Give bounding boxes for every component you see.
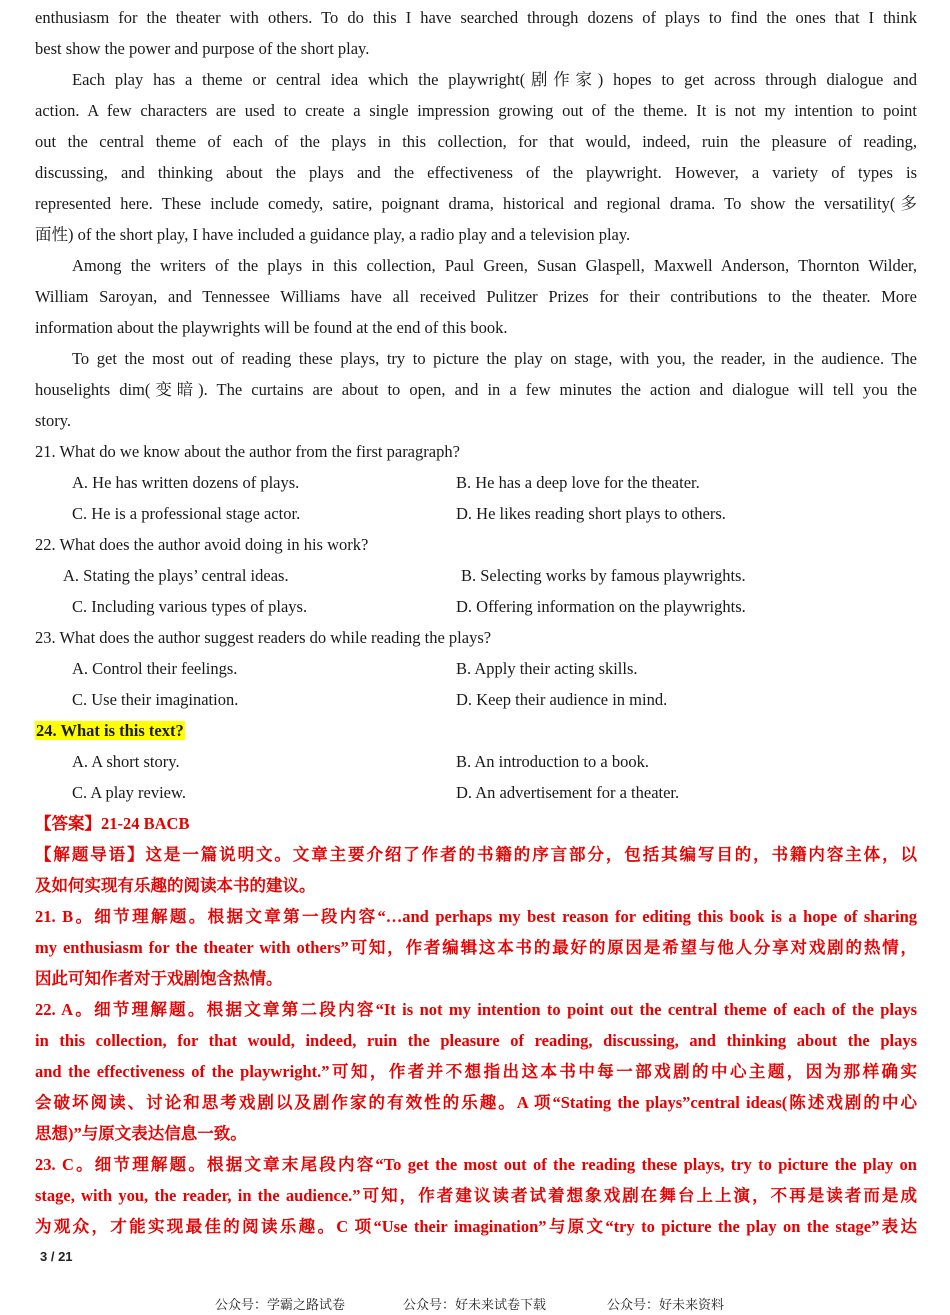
option-d: D. An advertisement for a theater. [456, 783, 680, 802]
passage-line: William Saroyan, and Tennessee Williams have all received Pulitzer Prizes for their contributions to the theater. More [35, 287, 917, 306]
passage-line: represented here. These include comedy, satire, poignant drama, historical and regional drama. To show the versatility(多 [35, 194, 917, 213]
option-c: C. A play review. [72, 783, 186, 802]
option-b: B. Selecting works by famous playwrights. [461, 566, 746, 585]
footer-wechat-3: 公众号：好未来资料 [607, 1298, 725, 1313]
explanation-line: stage, with you, the reader, in the audience.”可知，作者建议读者试着想象戏剧在舞台上上演，不再是读者而是成 [35, 1186, 917, 1205]
option-b: B. An introduction to a book. [456, 752, 649, 771]
option-row [35, 591, 917, 622]
explanation-line: 21. B。细节理解题。根据文章第一段内容“…and perhaps my best reason for editing this book is a hope of sharing [35, 907, 917, 926]
footer-wechat-1: 公众号：学霸之路试卷 [215, 1298, 346, 1313]
answer-key: 【答案】21-24 BACB [35, 814, 190, 833]
explanation-line: 为观众，才能实现最佳的阅读乐趣。C 项“Use their imagination”与原文“try to picture the play on the stage”表达 [35, 1217, 917, 1236]
option-row [35, 746, 917, 777]
passage-line: out the central theme of each of the plays in this collection, for that would, indeed, ruin the pleasure of reading, [35, 132, 917, 151]
option-c: C. Use their imagination. [72, 690, 239, 709]
passage-line: discussing, and thinking about the plays and the effectiveness of the playwright. However, a variety of types is [35, 163, 917, 182]
option-row [35, 653, 917, 684]
explanation-line: in this collection, for that would, indeed, ruin the pleasure of reading, discussing, and thinking about the plays [35, 1031, 917, 1050]
option-a: A. He has written dozens of plays. [72, 473, 300, 492]
explanation-line: 23. C。细节理解题。根据文章末尾段内容“To get the most out of the reading these plays, try to picture the play on [35, 1155, 917, 1174]
question-stem-highlighted [35, 715, 917, 746]
explanation-line: and the effectiveness of the playwright.”可知，作者并不想指出这本书中每一部戏剧的中心主题，因为那样确实 [35, 1062, 917, 1081]
option-a: A. A short story. [72, 752, 180, 771]
passage-line: houselights dim(变暗). The curtains are about to open, and in a few minutes the action and dialogue will tell you the [35, 380, 917, 399]
passage-line: 面性) of the short play, I have included a guidance play, a radio play and a television play. [35, 225, 631, 244]
passage-line: story. [35, 411, 72, 430]
option-d: D. Offering information on the playwrights. [456, 597, 746, 616]
question-stem: 23. What does the author suggest readers do while reading the plays? [35, 628, 492, 647]
passage-line: To get the most out of reading these plays, try to picture the play on stage, with you, the reader, in the audience. The [72, 349, 917, 368]
option-b: B. Apply their acting skills. [456, 659, 638, 678]
explanation-line: 思想)”与原文表达信息一致。 [35, 1124, 247, 1143]
option-d: D. He likes reading short plays to others. [456, 504, 726, 523]
explanation-line: 因此可知作者对于戏剧饱含热情。 [35, 969, 283, 988]
option-row [35, 777, 917, 808]
passage-line: best show the power and purpose of the short play. [35, 39, 370, 58]
option-b: B. He has a deep love for the theater. [456, 473, 700, 492]
passage-line: action. A few characters are used to create a single impression growing out of the theme. It is not my intention to point [35, 101, 917, 120]
footer-wechat-2: 公众号：好未来试卷下载 [403, 1298, 547, 1313]
option-c: C. Including various types of plays. [72, 597, 308, 616]
option-row [35, 467, 917, 498]
page-number: 3 / 21 [40, 1249, 73, 1264]
passage-line: Each play has a theme or central idea which the playwright(剧作家) hopes to get across through dialogue and [72, 70, 917, 89]
passage-line: Among the writers of the plays in this collection, Paul Green, Susan Glaspell, Maxwell Anderson, Thornton Wilder, [72, 256, 917, 275]
passage-line: information about the playwrights will be found at the end of this book. [35, 318, 508, 337]
option-a: A. Control their feelings. [72, 659, 238, 678]
explanation-line: my enthusiasm for the theater with others”可知，作者编辑这本书的最好的原因是希望与他人分享对戏剧的热情， [35, 938, 917, 957]
option-row [35, 560, 917, 591]
option-d: D. Keep their audience in mind. [456, 690, 668, 709]
option-row [35, 684, 917, 715]
option-c: C. He is a professional stage actor. [72, 504, 301, 523]
option-a: A. Stating the plays’ central ideas. [63, 566, 289, 585]
question-stem: 21. What do we know about the author from the first paragraph? [35, 442, 460, 461]
question-stem: 22. What does the author avoid doing in his work? [35, 535, 369, 554]
explanation-line: 22. A。细节理解题。根据文章第二段内容“It is not my intention to point out the central theme of each of the plays [35, 1000, 917, 1019]
passage-line: enthusiasm for the theater with others. To do this I have searched through dozens of plays to find the ones that I think [35, 8, 917, 27]
explanation-line: 会破坏阅读、讨论和思考戏剧以及剧作家的有效性的乐趣。A 项“Stating the plays”central ideas(陈述戏剧的中心 [35, 1093, 917, 1112]
document-content [35, 2, 917, 1242]
explanation-line: 【解题导语】这是一篇说明文。文章主要介绍了作者的书籍的序言部分，包括其编写目的，书籍内容主体，以 [35, 845, 917, 864]
explanation-line: 及如何实现有乐趣的阅读本书的建议。 [35, 876, 316, 895]
option-row [35, 498, 917, 529]
highlighted-question: 24. What is this text? [36, 721, 184, 740]
